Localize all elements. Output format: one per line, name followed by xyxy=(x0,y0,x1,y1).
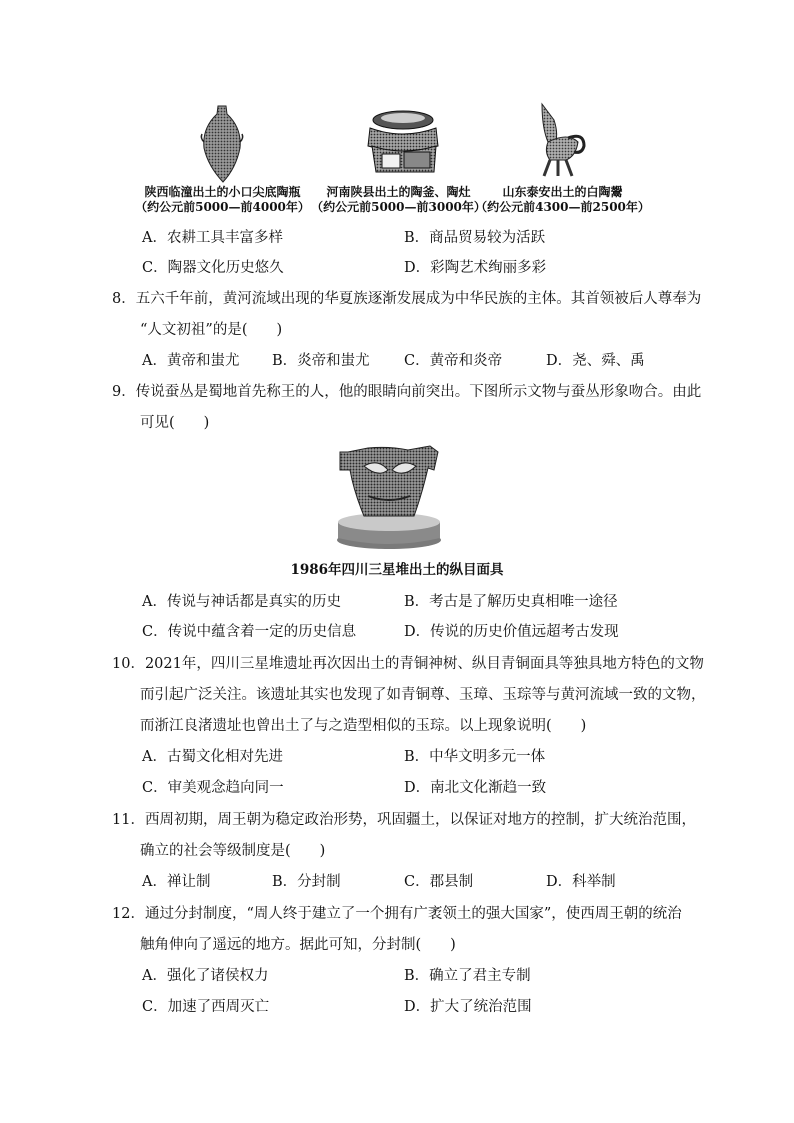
figure-bronze-mask xyxy=(334,444,444,550)
q11-option-b[interactable]: B．分封制 xyxy=(272,874,341,890)
figure-pointed-bottom-bottle xyxy=(196,104,248,184)
q8-stem-line1: 8．五六千年前，黄河流域出现的华夏族逐渐发展成为中华民族的主体。其首领被后人尊奉为 xyxy=(112,291,702,307)
q12-stem-line1: 12．通过分封制度，“周人终于建立了一个拥有广袤领土的强大国家”，使西周王朝的统治 xyxy=(112,906,682,922)
q12-option-a[interactable]: A．强化了诸侯权力 xyxy=(142,968,269,984)
q8-option-d[interactable]: D．尧、舜、禹 xyxy=(546,353,645,369)
q8-option-b[interactable]: B．炎帝和蚩尤 xyxy=(272,353,370,369)
q11-stem-line2: 确立的社会等级制度是( ) xyxy=(140,843,326,859)
q11-option-c[interactable]: C．郡县制 xyxy=(404,874,474,890)
q7-option-b[interactable]: B．商品贸易较为活跃 xyxy=(404,230,546,246)
q10-stem-line2: 而引起广泛关注。该遗址其实也发现了如青铜尊、玉璋、玉琮等与黄河流域一致的文物， xyxy=(140,687,706,703)
q7-option-a[interactable]: A．农耕工具丰富多样 xyxy=(142,230,283,246)
q9-stem-line2: 可见( ) xyxy=(140,415,210,431)
q10-option-b[interactable]: B．中华文明多元一体 xyxy=(404,749,546,765)
figure-white-pottery-gui xyxy=(528,102,588,178)
q7-option-d[interactable]: D．彩陶艺术绚丽多彩 xyxy=(404,260,547,276)
q7-option-c[interactable]: C．陶器文化历史悠久 xyxy=(142,260,284,276)
q9-option-b[interactable]: B．考古是了解历史真相唯一途径 xyxy=(404,594,618,610)
q9-figure-caption: 1986年四川三星堆出土的纵目面具 xyxy=(290,562,504,578)
q11-option-a[interactable]: A．禅让制 xyxy=(142,874,211,890)
q9-option-c[interactable]: C．传说中蕴含着一定的历史信息 xyxy=(142,624,357,640)
q9-option-a[interactable]: A．传说与神话都是真实的历史 xyxy=(142,594,341,610)
q9-option-d[interactable]: D．传说的历史价值远超考古发现 xyxy=(404,624,619,640)
q10-option-c[interactable]: C．审美观念趋向同一 xyxy=(142,780,284,796)
q10-stem-line1: 10．2021年，四川三星堆遗址再次因出土的青铜神树、纵目青铜面具等独具地方特色的文物 xyxy=(112,656,704,672)
q12-option-c[interactable]: C．加速了西周灭亡 xyxy=(142,999,270,1015)
caption-bottle: 陕西临潼出土的小口尖底陶瓶 （约公元前5000—前4000年） xyxy=(135,185,310,214)
q10-option-a[interactable]: A．古蜀文化相对先进 xyxy=(142,749,283,765)
q9-stem-line1: 9．传说蚕丛是蜀地首先称王的人，他的眼睛向前突出。下图所示文物与蚕丛形象吻合。由此 xyxy=(112,384,702,400)
q8-option-c[interactable]: C．黄帝和炎帝 xyxy=(404,353,503,369)
figure-pottery-cauldron-stove xyxy=(364,106,442,176)
caption-cauldron-stove: 河南陕县出土的陶釜、陶灶 （约公元前5000—前3000年） xyxy=(311,185,486,214)
q12-option-b[interactable]: B．确立了君主专制 xyxy=(404,968,531,984)
q11-stem-line1: 11．西周初期，周王朝为稳定政治形势，巩固疆土，以保证对地方的控制，扩大统治范围， xyxy=(112,812,696,828)
q10-stem-line3: 而浙江良渚遗址也曾出土了与之造型相似的玉琮。以上现象说明( ) xyxy=(140,718,587,734)
q8-stem-line2: “人文初祖”的是( ) xyxy=(140,322,283,338)
caption-gui: 山东泰安出土的白陶鬶 （约公元前4300—前2500年） xyxy=(475,185,650,214)
q12-option-d[interactable]: D．扩大了统治范围 xyxy=(404,999,532,1015)
q11-option-d[interactable]: D．科举制 xyxy=(546,874,616,890)
q8-option-a[interactable]: A．黄帝和蚩尤 xyxy=(142,353,240,369)
q12-stem-line2: 触角伸向了遥远的地方。据此可知，分封制( ) xyxy=(140,937,456,953)
q10-option-d[interactable]: D．南北文化渐趋一致 xyxy=(404,780,547,796)
